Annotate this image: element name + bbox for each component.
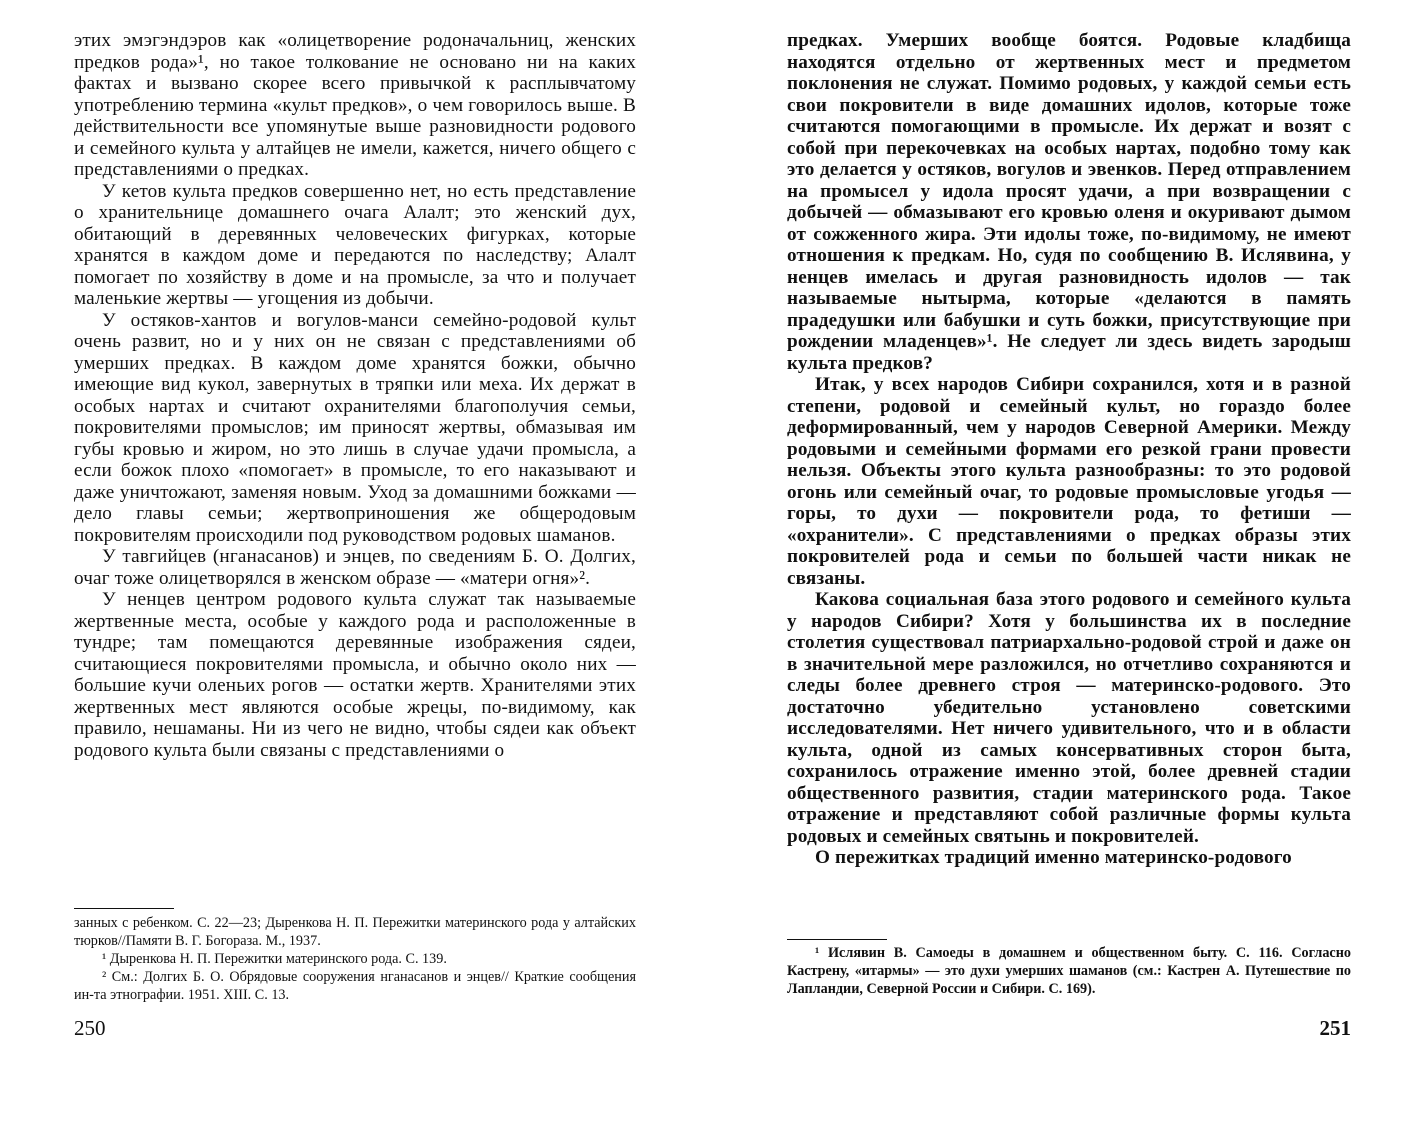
footnote: ¹ Ислявин В. Самоеды в домашнем и общественном быту. С. 116. Согласно Кастрену, «итармы» — это духи умерших шаманов (см.: Кастрен А. Путешествие по Лапландии, Северной России и Сибири. С. 169).	[787, 945, 1351, 997]
left-page	[74, 30, 636, 1040]
footnote: ² См.: Долгих Б. О. Обрядовые сооружения нганасанов и энцев// Краткие сообщения ин-та этнографии. 1951. XIII. С. 13.	[74, 969, 636, 1003]
paragraph: предках. Умерших вообще боятся. Родовые кладбища находятся отдельно от жертвенных мест и предметом поклонения не служат. Помимо родовых, у каждой семьи есть свои покровители в виде домашних идолов, которые тоже считаются помогающими в промысле. Их держат и возят с собой при перекочевках на особых нартах, подобно тому как это делается у остяков, вогулов и эвенков. Перед отправлением на промысел у идола просят удачи, а при возвращении с добычей — обмазывают его кровью оленя и окуривают дымом от сожженного жира. Эти идолы тоже, по-видимому, не имеют отношения к предкам. Но, судя по сообщению В. Ислявина, у ненцев имелась и другая разновидность идолов — так называемые нытырма, которые «делаются в память прадедушки или бабушки и суть божки, присутствующие при рождении младенцев»¹. Не следует ли здесь видеть зародыш культа предков?	[787, 30, 1351, 374]
paragraph: У остяков-хантов и вогулов-манси семейно-родовой культ очень развит, но и у них он не связан с представлениями об умерших предках. В каждом доме хранятся божки, обычно имеющие вид кукол, завернутых в тряпки или меха. Их держат в особых нартах и считают охранителями благополучия семьи, покровителями промыслов; им приносят жертвы, обмазывая им губы кровью и жиром, но это лишь в случае удачи промысла, а если божок плохо «помогает» в промысле, то его наказывают и даже уничтожают, заменяя новым. Уход за домашними божками — дело главы семьи; жертвоприношения же общеродовым покровителям происходили под руководством родовых шаманов.	[74, 309, 636, 546]
paragraph: У тавгийцев (нганасанов) и энцев, по сведениям Б. О. Долгих, очаг тоже олицетворялся в женском образе — «матери огня»².	[74, 546, 636, 589]
right-page-body	[787, 30, 1351, 869]
footnote-divider	[74, 908, 174, 909]
paragraph: этих эмэгэндэров как «олицетворение родоначальниц, женских предков рода»¹, но такое толкование не основано ни на каких фактах и вызвано скорее всего привычкой к расплывчатому употреблению термина «культ предков», о чем говорилось выше. В действительности все упомянутые выше разновидности родового и семейного культа у алтайцев не имели, кажется, ничего общего с представлениями о предках.	[74, 30, 636, 180]
right-page	[787, 30, 1351, 1040]
footnote-divider	[787, 939, 887, 940]
footnotes	[787, 944, 1351, 998]
page-number: 250	[74, 1016, 106, 1040]
paragraph: Итак, у всех народов Сибири сохранился, хотя и в разной степени, родовой и семейный культ, но гораздо более деформированный, чем у народов Северной Америки. Между родовыми и семейными формами его резкой грани провести нельзя. Объекты этого культа разнообразны: то это родовой огонь или семейный очаг, то родовые промысловые угодья — горы, то духи — покровители рода, то фетиши — «охранители». С представлениями о предках образы этих покровителей рода и семьи по большей части никак не связаны.	[787, 374, 1351, 589]
paragraph: У кетов культа предков совершенно нет, но есть представление о хранительнице домашнего очага Алалт; это женский дух, обитающий в деревянных человеческих фигурках, которые хранятся в каждом доме и передаются по наследству; Алалт помогает по хозяйству в доме и на промысле, за что и получает маленькие жертвы — угощения из добычи.	[74, 180, 636, 309]
paragraph: О пережитках традиций именно материнско-родового	[815, 847, 1292, 868]
footnotes	[74, 914, 636, 1004]
paragraph: У ненцев центром родового культа служат так называемые жертвенные места, особые у каждого рода и расположенные в тундре; там помещаются деревянные изображения сядеи, считающиеся покровителями промысла, и обычно около них — большие кучи оленьих рогов — остатки жертв. Хранителями этих жертвенных мест являются особые жрецы, по-видимому, как правило, нешаманы. Ни из чего не видно, чтобы сядеи как объект родового культа были связаны с представлениями о	[74, 589, 636, 761]
footnote: ¹ Дыренкова Н. П. Пережитки материнского рода. С. 139.	[102, 951, 447, 967]
footnote: занных с ребенком. С. 22—23; Дыренкова Н. П. Пережитки материнского рода у алтайских тюрков//Памяти В. Г. Богораза. М., 1937.	[74, 915, 636, 949]
page-number: 251	[1319, 1016, 1351, 1040]
paragraph: Какова социальная база этого родового и семейного культа у народов Сибири? Хотя у большинства их в последние столетия существовал патриархально-родовой строй и даже он в значительной мере разложился, но отчетливо сохраняются и следы более древнего строя — материнско-родового. Это достаточно убедительно установлено советскими исследователями. Нет ничего удивительного, что и в области культа, одной из самых консервативных сторон быта, сохранилось отражение именно этой, более древней стадии общественного развития, стадии материнского рода. Такое отражение и представляют собой различные формы культа родовых и семейных святынь и покровителей.	[787, 589, 1351, 847]
left-page-body	[74, 30, 636, 761]
